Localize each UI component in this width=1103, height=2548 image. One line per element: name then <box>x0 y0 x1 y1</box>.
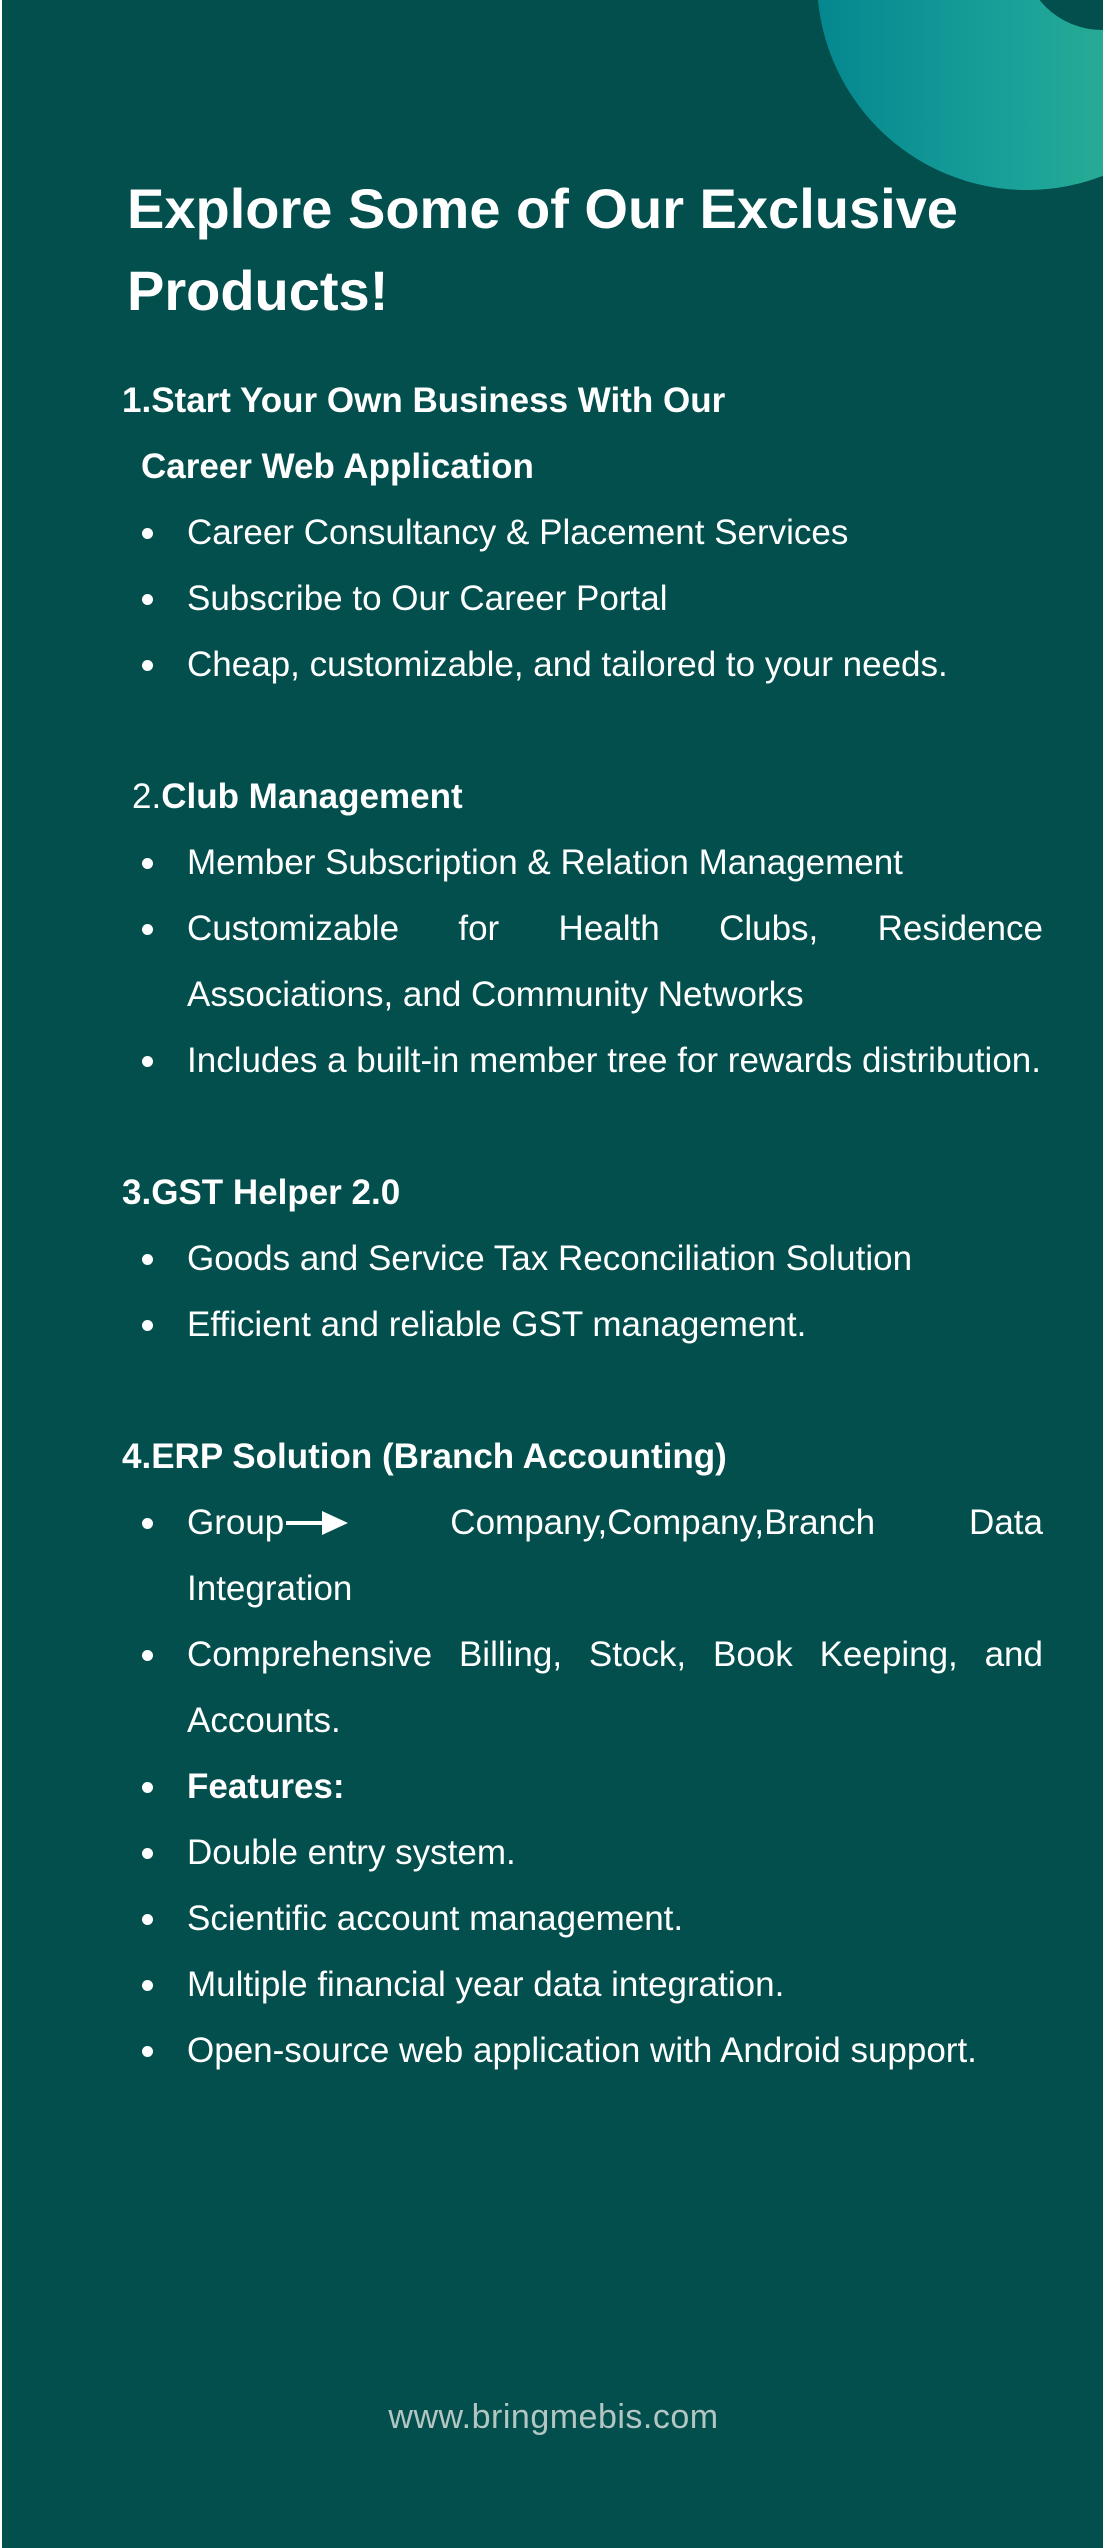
bullet-icon <box>142 1056 153 1067</box>
list-item-text: Scientific account management. <box>187 1899 684 1938</box>
section-heading-line2: Career Web Application <box>141 447 534 486</box>
product-section-gst <box>122 1160 1043 1358</box>
bullet-icon <box>142 1254 153 1265</box>
bullet-icon <box>142 594 153 605</box>
arrow-right-icon <box>286 1510 348 1536</box>
list-item-text: Company,Company,Branch Data Integration <box>187 1503 1043 1608</box>
list-item <box>122 500 1043 566</box>
product-section-career <box>122 368 1043 698</box>
list-item-text: Subscribe to Our Career Portal <box>187 579 668 618</box>
bullet-list <box>122 500 1043 698</box>
section-heading-text: ERP Solution (Branch Accounting) <box>151 1437 727 1476</box>
list-item <box>122 566 1043 632</box>
bullet-icon <box>142 2046 153 2057</box>
bullet-icon <box>142 1782 153 1793</box>
bullet-icon <box>142 660 153 671</box>
bullet-icon <box>142 1650 153 1661</box>
bullet-icon <box>142 1518 153 1529</box>
bullet-icon <box>142 858 153 869</box>
list-item-text: Cheap, customizable, and tailored to your needs. <box>187 645 948 684</box>
list-item-text: Efficient and reliable GST management. <box>187 1305 807 1344</box>
section-heading <box>122 1424 1043 1490</box>
corner-decoration <box>817 0 1103 190</box>
bullet-icon <box>142 1980 153 1991</box>
list-item-features <box>122 1754 1043 1820</box>
bullet-icon <box>142 528 153 539</box>
list-item-text: Features: <box>187 1767 345 1806</box>
list-item <box>122 896 1043 1028</box>
list-item-text: Double entry system. <box>187 1833 516 1872</box>
list-item-text: Customizable for Health Clubs, Residence Associations, and Community Networks <box>187 909 1043 1014</box>
section-heading-text: GST Helper 2.0 <box>151 1173 401 1212</box>
bullet-icon <box>142 924 153 935</box>
section-heading <box>122 368 1043 500</box>
section-heading-line1: Start Your Own Business With Our <box>151 381 726 420</box>
section-heading <box>122 764 1043 830</box>
list-item <box>122 1490 1043 1622</box>
list-item-text: Includes a built-in member tree for rewards distribution. <box>187 1041 1041 1080</box>
section-number: 2. <box>132 777 162 816</box>
list-item <box>122 1226 1043 1292</box>
list-item <box>122 830 1043 896</box>
list-item <box>122 1028 1043 1094</box>
list-item-text: Open-source web application with Android support. <box>187 2031 977 2070</box>
list-item <box>122 1886 1043 1952</box>
section-number: 3. <box>122 1173 152 1212</box>
bullet-list <box>122 1226 1043 1358</box>
list-item-text: Career Consultancy & Placement Services <box>187 513 849 552</box>
footer-website-link[interactable]: www.bringmebis.com <box>388 2398 719 2436</box>
list-item <box>122 1622 1043 1754</box>
product-section-club <box>122 764 1043 1094</box>
list-item <box>122 1292 1043 1358</box>
list-item <box>122 632 1043 698</box>
section-number: 1. <box>122 381 152 420</box>
list-item-text: Member Subscription & Relation Management <box>187 843 903 882</box>
list-item <box>122 1820 1043 1886</box>
list-item-text: Comprehensive Billing, Stock, Book Keeping, and Accounts. <box>187 1635 1043 1740</box>
list-item <box>122 1952 1043 2018</box>
product-section-erp <box>122 1424 1043 2084</box>
bullet-icon <box>142 1914 153 1925</box>
section-heading <box>122 1160 1043 1226</box>
section-heading-text: Club Management <box>161 777 463 816</box>
list-item <box>122 2018 1043 2084</box>
bullet-icon <box>142 1848 153 1859</box>
list-item-text: Multiple financial year data integration. <box>187 1965 785 2004</box>
section-number: 4. <box>122 1437 152 1476</box>
page-title: Explore Some of Our Exclusive Products! <box>127 177 958 322</box>
bullet-list <box>122 1490 1043 2084</box>
bullet-icon <box>142 1320 153 1331</box>
list-item-text: Goods and Service Tax Reconciliation Solution <box>187 1239 913 1278</box>
product-list <box>122 368 1043 2084</box>
list-item-text: Group <box>187 1503 285 1542</box>
bullet-list <box>122 830 1043 1094</box>
